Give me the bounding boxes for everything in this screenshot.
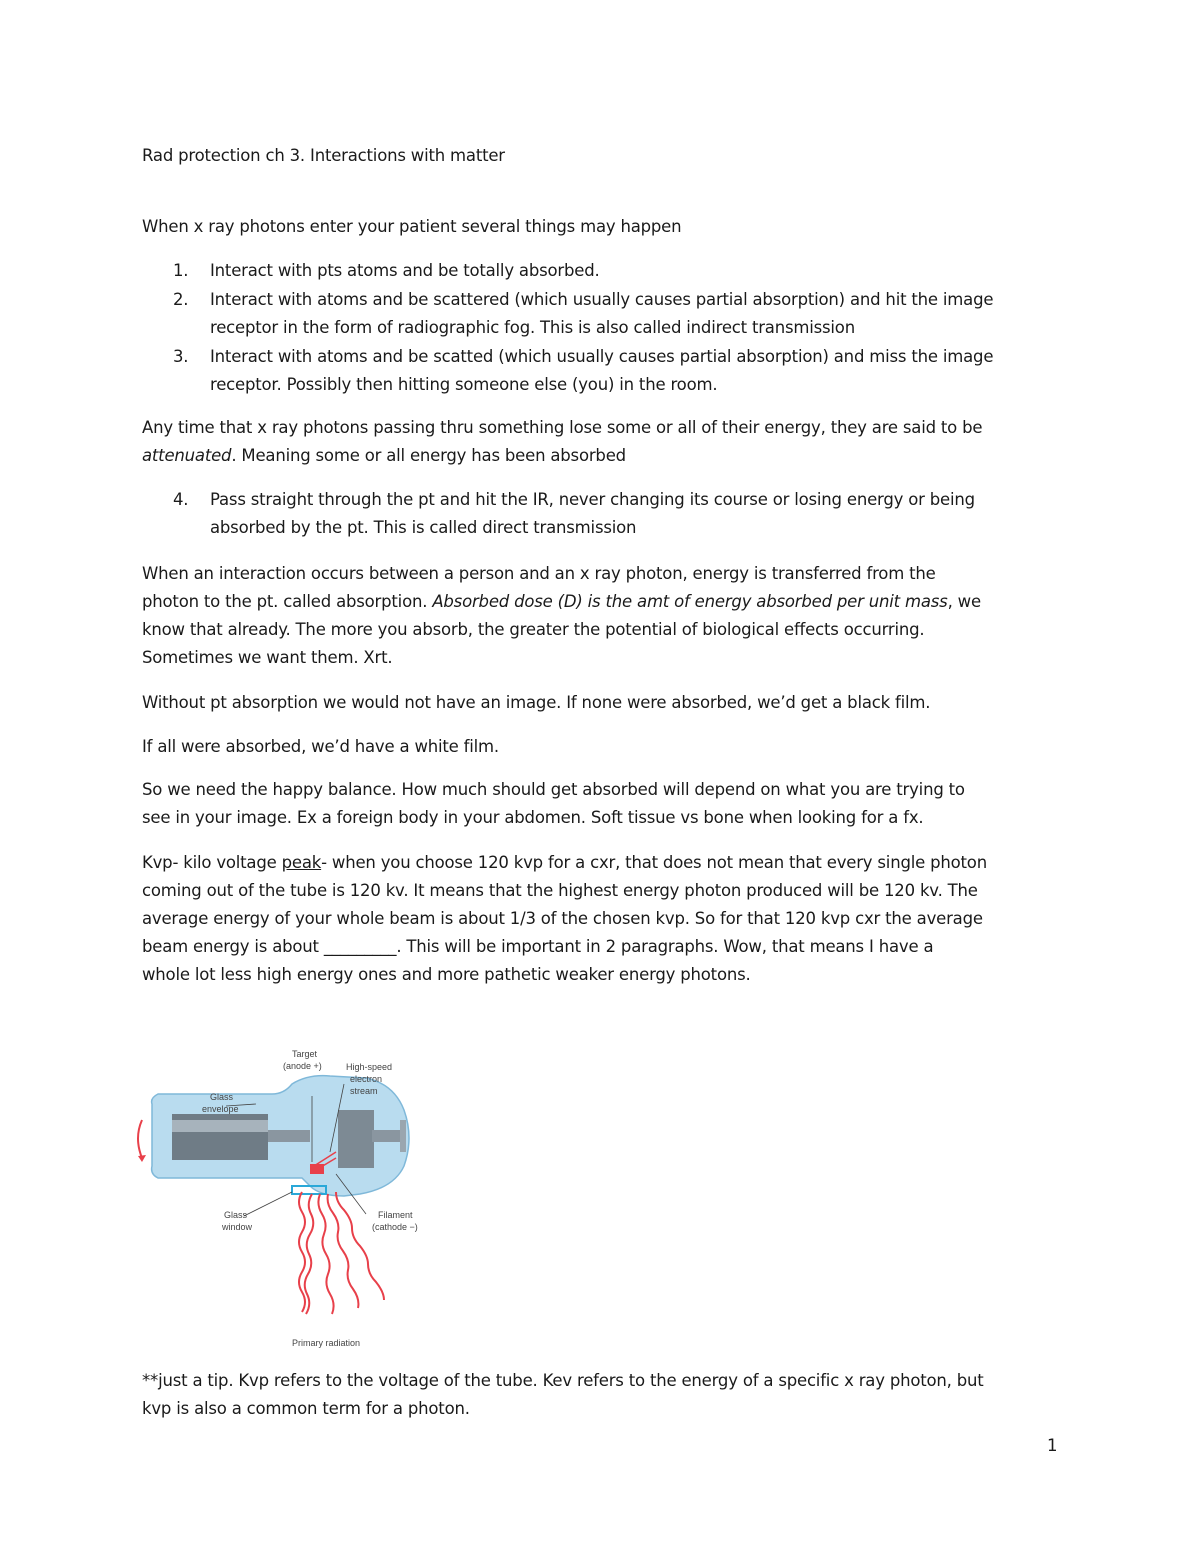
label-envelope: envelope	[202, 1104, 239, 1114]
list-item	[142, 343, 1082, 399]
label-window: window	[222, 1222, 253, 1232]
xray-tube-illustration	[132, 1034, 462, 1352]
xray-tube-diagram	[132, 1034, 462, 1352]
underlined-term: peak	[281, 853, 322, 872]
paragraph-line: coming out of the tube is 120 kv. It means that the highest energy photon produced will be 120 kv. The	[142, 881, 978, 900]
list-item	[142, 286, 1082, 342]
tip-paragraph	[142, 1367, 1062, 1423]
list-number: 4.	[173, 490, 189, 509]
white-film-paragraph: If all were absorbed, we’d have a white film.	[142, 737, 499, 756]
balance-paragraph	[142, 776, 1062, 832]
list-number: 2.	[173, 290, 189, 309]
emphasis-definition: Absorbed dose (D) is the amt of energy absorbed per unit mass	[432, 592, 948, 611]
glass-window-leader-line	[244, 1192, 292, 1216]
paragraph-line: **just a tip. Kvp refers to the voltage of the tube. Kev refers to the energy of a specific x ray photon, but	[142, 1371, 984, 1390]
paragraph-line: When an interaction occurs between a person and an x ray photon, energy is transferred from the	[142, 564, 936, 583]
label-anode: (anode +)	[283, 1061, 322, 1071]
cathode-stem	[372, 1130, 402, 1142]
label-target: Target	[292, 1049, 318, 1059]
list-item-text: Interact with atoms and be scattered (which usually causes partial absorption) and hit the image	[210, 290, 994, 309]
rotor-stem	[268, 1130, 310, 1142]
paragraph-line: know that already. The more you absorb, the greater the potential of biological effects occurring.	[142, 620, 925, 639]
rotor-highlight	[172, 1120, 268, 1132]
kvp-paragraph	[142, 849, 1062, 989]
paragraph-line: Any time that x ray photons passing thru something lose some or all of their energy, they are said to be	[142, 418, 983, 437]
label-high-speed: High-speed	[346, 1062, 393, 1072]
paragraph-line: Sometimes we want them. Xrt.	[142, 648, 393, 667]
paragraph-line: kvp is also a common term for a photon.	[142, 1399, 470, 1418]
label-glass-window: Glass	[224, 1210, 248, 1220]
paragraph-line: average energy of your whole beam is about 1/3 of the chosen kvp. So for that 120 kvp cxr the average	[142, 909, 983, 928]
paragraph-line: So we need the happy balance. How much should get absorbed will depend on what you are trying to	[142, 780, 965, 799]
paragraph-line: beam energy is about _________. This will be important in 2 paragraphs. Wow, that means I have a	[142, 937, 934, 956]
interaction-list	[142, 257, 1082, 400]
list-item-text: receptor in the form of radiographic fog. This is also called indirect transmission	[210, 318, 855, 337]
intro-sentence: When x ray photons enter your patient several things may happen	[142, 217, 682, 236]
document-title: Rad protection ch 3. Interactions with matter	[142, 146, 505, 165]
paragraph-line: photon to the pt. called absorption.	[142, 592, 433, 611]
attenuation-paragraph	[142, 414, 1062, 470]
label-glass: Glass	[210, 1092, 234, 1102]
absorption-paragraph: Without pt absorption we would not have an image. If none were absorbed, we’d get a black film.	[142, 693, 931, 712]
anode-target	[310, 1164, 324, 1174]
interaction-paragraph	[142, 560, 1062, 672]
list-item	[142, 257, 1082, 285]
paragraph-line: Kvp- kilo voltage	[142, 853, 282, 872]
paragraph-line: , we	[947, 592, 981, 611]
rotation-arrowhead-icon	[138, 1155, 146, 1162]
list-number: 3.	[173, 347, 189, 366]
primary-radiation-beams	[299, 1192, 384, 1314]
paragraph-line: see in your image. Ex a foreign body in your abdomen. Soft tissue vs bone when looking for a fx.	[142, 808, 924, 827]
list-item-text: receptor. Possibly then hitting someone else (you) in the room.	[210, 375, 718, 394]
cathode-end	[400, 1120, 406, 1152]
label-electron: electron	[350, 1074, 383, 1084]
list-item-text: Interact with atoms and be scatted (which usually causes partial absorption) and miss the image	[210, 347, 994, 366]
list-item-text: absorbed by the pt. This is called direct transmission	[210, 518, 637, 537]
list-number: 1.	[173, 261, 189, 280]
list-item	[142, 486, 1082, 542]
page-number: 1	[1047, 1436, 1058, 1455]
paragraph-line: - when you choose 120 kvp for a cxr, that does not mean that every single photon	[321, 853, 987, 872]
rotation-arrow-icon	[138, 1120, 142, 1158]
list-item-text: Pass straight through the pt and hit the IR, never changing its course or losing energy or being	[210, 490, 975, 509]
label-stream: stream	[350, 1086, 378, 1096]
label-cathode: (cathode −)	[372, 1222, 418, 1232]
list-item-text: Interact with pts atoms and be totally absorbed.	[210, 261, 600, 280]
label-filament: Filament	[378, 1210, 413, 1220]
emphasis-term: attenuated	[142, 446, 232, 465]
paragraph-line: whole lot less high energy ones and more pathetic weaker energy photons.	[142, 965, 751, 984]
paragraph-line: . Meaning some or all energy has been absorbed	[231, 446, 626, 465]
cathode-cup	[338, 1110, 374, 1168]
transmission-list	[142, 486, 1082, 543]
label-primary-radiation: Primary radiation	[292, 1338, 361, 1348]
